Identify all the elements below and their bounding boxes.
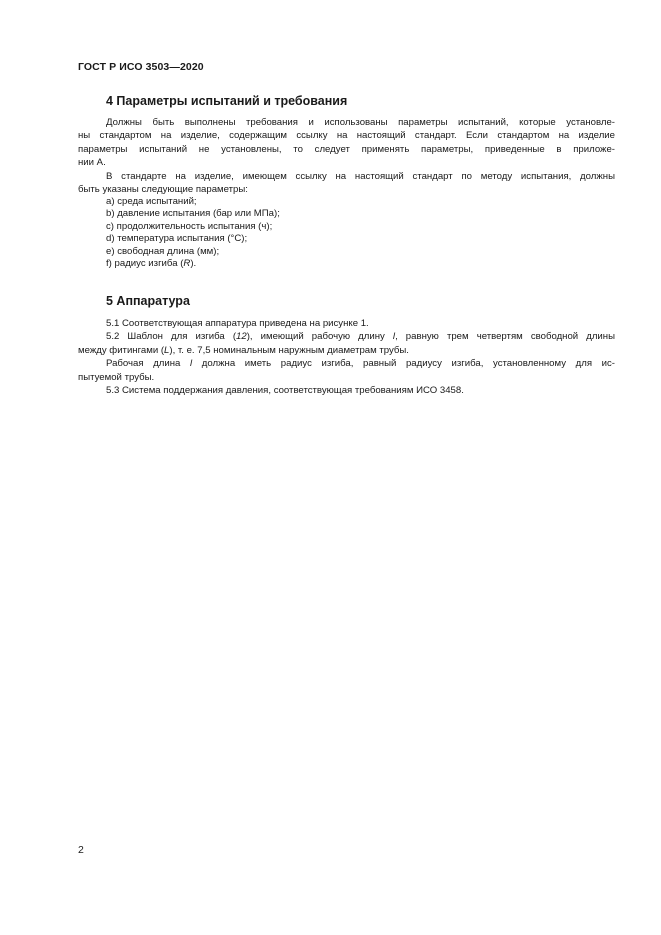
variable-r: R	[183, 258, 191, 270]
text-line: параметры испытаний не установлены, то следует применять параметры, приведенные в приложе-	[78, 143, 615, 155]
text-run: должна иметь радиус изгиба, равный радиусу изгиба, установленному для ис-	[192, 358, 615, 370]
text-run: ), т. е. 7,5 номинальным наружным диаметрам трубы.	[169, 344, 409, 356]
section-4	[78, 93, 615, 109]
text-run: между фитингами (	[78, 344, 165, 356]
section-5	[78, 293, 615, 309]
list-item: d) температура испытания (°С);	[106, 233, 248, 245]
section-5-title: 5 Аппаратура	[106, 294, 190, 308]
reference-number: 12	[236, 331, 247, 343]
parameter-list	[78, 196, 615, 270]
section-4-title: 4 Параметры испытаний и требования	[106, 94, 348, 108]
text-line: ны стандартом на изделие, содержащим ссылку на настоящий стандарт. Если стандартом на изделие	[78, 130, 615, 142]
variable-l: l	[190, 358, 193, 370]
clause-5-1: 5.1 Соответствующая аппаратура приведена на рисунке 1.	[106, 318, 369, 329]
text-line: нии А.	[78, 157, 106, 169]
text-run: ), имеющий рабочую длину	[246, 331, 393, 343]
variable-l: l	[392, 331, 396, 343]
list-item-text: f) радиус изгиба (	[106, 258, 184, 270]
list-item: e) свободная длина (мм);	[106, 245, 220, 257]
list-item: b) давление испытания (бар или МПа);	[106, 208, 280, 220]
clause-5-2-line-2	[78, 344, 615, 357]
section-4-paragraph-1	[78, 116, 615, 170]
working-length-line-1	[78, 357, 615, 370]
text-line: Должны быть выполнены требования и использованы параметры испытаний, которые установле-	[106, 117, 615, 128]
page-number: 2	[78, 844, 84, 856]
text-run: 5.2 Шаблон для изгиба (	[106, 331, 237, 343]
list-item: a) среда испытаний;	[106, 196, 197, 207]
document-code-header: ГОСТ Р ИСО 3503—2020	[78, 61, 204, 73]
clause-5-3: 5.3 Система поддержания давления, соответствующая требованиям ИСО 3458.	[106, 385, 464, 397]
list-item	[78, 258, 615, 270]
text-line: быть указаны следующие параметры:	[78, 184, 248, 196]
list-item-tail: ).	[190, 258, 197, 270]
clause-5-2-line-1	[78, 330, 615, 343]
working-length-line-2: пытуемой трубы.	[78, 371, 155, 383]
text-line: В стандарте на изделие, имеющем ссылку на настоящий стандарт по методу испытания, должны	[106, 171, 615, 182]
section-5-body	[78, 317, 615, 397]
text-run: , равную трем четвертям свободной длины	[395, 331, 615, 343]
list-item: c) продолжительность испытания (ч);	[106, 220, 273, 232]
section-4-paragraph-2	[78, 170, 615, 197]
text-run: Рабочая длина	[106, 358, 191, 370]
variable-L: L	[164, 344, 170, 356]
